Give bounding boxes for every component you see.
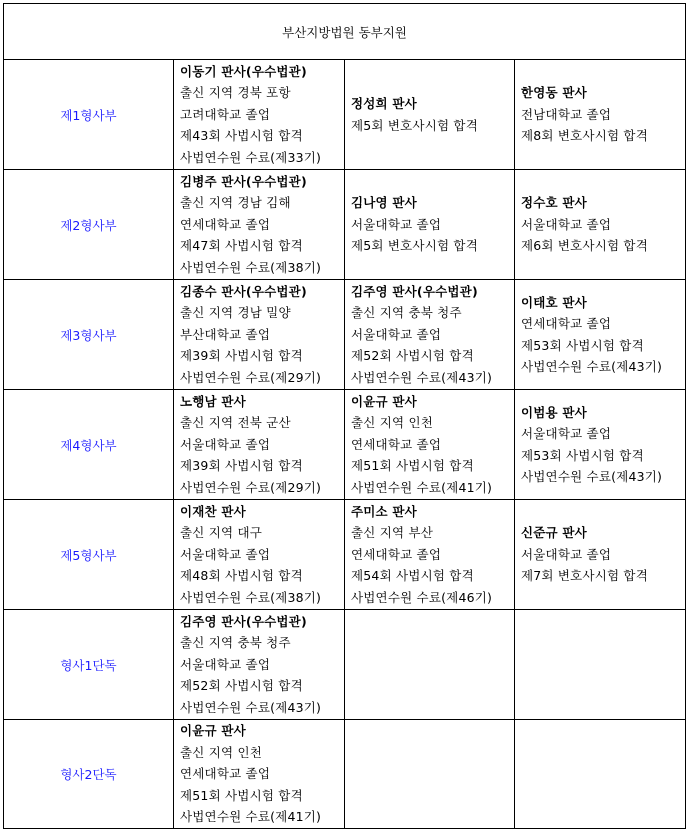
title-row: [4, 4, 686, 60]
empty-cell: [515, 720, 686, 829]
judge-name: 주미소 판사: [351, 503, 417, 519]
division-row: [4, 610, 686, 720]
judge-detail: 사법연수원 수료(제33기): [180, 149, 322, 165]
judge-detail: 제39회 사법시험 합격: [180, 458, 303, 474]
judge-detail: 고려대학교 졸업: [180, 106, 271, 122]
judge-detail: 출신 지역 전북 군산: [180, 415, 291, 431]
judge-cell: [515, 170, 686, 280]
judge-cell: [174, 500, 345, 610]
judge-detail: 출신 지역 충북 청주: [351, 305, 462, 321]
judge-cell: [515, 60, 686, 170]
judge-detail: 사법연수원 수료(제41기): [180, 809, 322, 824]
judge-cell: [515, 500, 686, 610]
judge-detail: 제54회 사법시험 합격: [351, 568, 474, 584]
judge-detail: 출신 지역 대구: [180, 525, 262, 541]
judge-detail: 서울대학교 졸업: [180, 656, 271, 672]
judge-cell: [174, 610, 345, 720]
judge-detail: 제8회 변호사시험 합격: [521, 128, 648, 144]
judge-name: 김주영 판사(우수법관): [180, 613, 307, 629]
division-row: [4, 170, 686, 280]
empty-cell: [515, 610, 686, 720]
court-judges-table: [3, 3, 686, 829]
judge-cell: [174, 170, 345, 280]
judge-name: 정성희 판사: [351, 96, 417, 111]
judge-detail: 연세대학교 졸업: [521, 316, 612, 331]
judge-detail: 제6회 변호사시험 합격: [521, 238, 648, 254]
judge-name: 이윤규 판사: [180, 723, 246, 738]
judge-cell: [174, 720, 345, 829]
judge-detail: 제5회 변호사시험 합격: [351, 238, 478, 254]
judge-detail: 제5회 변호사시험 합격: [351, 117, 478, 133]
judge-cell: [515, 390, 686, 500]
division-label: 제2형사부: [4, 170, 174, 280]
judge-name: 김주영 판사(우수법관): [351, 283, 478, 299]
judge-detail: 출신 지역 인천: [351, 415, 433, 431]
court-title: 부산지방법원 동부지원: [4, 4, 686, 60]
division-row: [4, 500, 686, 610]
judge-detail: 사법연수원 수료(제29기): [180, 369, 322, 385]
judge-detail: 출신 지역 부산: [351, 525, 433, 541]
judge-detail: 서울대학교 졸업: [351, 216, 442, 232]
judge-detail: 제47회 사법시험 합격: [180, 238, 303, 254]
judge-detail: 제51회 사법시험 합격: [180, 787, 303, 803]
empty-cell: [345, 610, 515, 720]
judge-detail: 연세대학교 졸업: [351, 546, 442, 562]
judge-detail: 부산대학교 졸업: [180, 326, 271, 342]
judge-detail: 출신 지역 경남 김해: [180, 195, 291, 211]
judge-detail: 출신 지역 경남 밀양: [180, 305, 291, 321]
judge-name: 김종수 판사(우수법관): [180, 283, 307, 299]
judge-cell: [345, 390, 515, 500]
division-label: 형사1단독: [4, 610, 174, 720]
judge-name: 이태호 판사: [521, 294, 587, 310]
judge-detail: 제53회 사법시험 합격: [521, 447, 644, 463]
judge-detail: 서울대학교 졸업: [180, 546, 271, 562]
judge-detail: 연세대학교 졸업: [351, 436, 442, 452]
judge-detail: 사법연수원 수료(제41기): [351, 479, 493, 495]
judge-detail: 사법연수원 수료(제38기): [180, 589, 322, 605]
judge-cell: [345, 280, 515, 390]
judge-detail: 제7회 변호사시험 합격: [521, 568, 648, 584]
judge-cell: [345, 60, 515, 170]
judge-detail: 사법연수원 수료(제46기): [351, 589, 493, 605]
judge-detail: 제43회 사법시험 합격: [180, 128, 303, 144]
division-label: 제5형사부: [4, 500, 174, 610]
judge-detail: 사법연수원 수료(제29기): [180, 479, 322, 495]
division-label: 형사2단독: [4, 720, 174, 829]
judge-name: 노행남 판사: [180, 393, 246, 409]
judge-detail: 사법연수원 수료(제43기): [351, 369, 493, 385]
judge-detail: 제52회 사법시험 합격: [180, 678, 303, 694]
judge-name: 이동기 판사(우수법관): [180, 63, 307, 79]
judge-name: 한영동 판사: [521, 85, 587, 101]
judge-cell: [174, 280, 345, 390]
judge-detail: 제52회 사법시험 합격: [351, 348, 474, 364]
judge-cell: [174, 390, 345, 500]
judge-cell: [345, 500, 515, 610]
judge-detail: 사법연수원 수료(제43기): [521, 469, 663, 484]
judge-cell: [345, 170, 515, 280]
judge-detail: 사법연수원 수료(제38기): [180, 259, 322, 275]
empty-cell: [345, 720, 515, 829]
judge-detail: 사법연수원 수료(제43기): [180, 699, 322, 715]
judge-detail: 서울대학교 졸업: [521, 546, 612, 562]
division-label: 제1형사부: [4, 60, 174, 170]
judge-detail: 서울대학교 졸업: [180, 436, 271, 452]
judge-detail: 제39회 사법시험 합격: [180, 348, 303, 364]
judge-detail: 출신 지역 경북 포항: [180, 85, 291, 101]
judge-name: 김나영 판사: [351, 195, 417, 211]
judge-detail: 서울대학교 졸업: [351, 326, 442, 342]
division-row: [4, 720, 686, 829]
judge-detail: 제53회 사법시험 합격: [521, 337, 644, 353]
judge-detail: 출신 지역 인천: [180, 744, 262, 760]
judge-name: 김병주 판사(우수법관): [180, 173, 307, 189]
division-label: 제3형사부: [4, 280, 174, 390]
judge-detail: 제51회 사법시험 합격: [351, 458, 474, 474]
judge-name: 신준규 판사: [521, 525, 587, 541]
judge-detail: 서울대학교 졸업: [521, 426, 612, 441]
division-row: [4, 280, 686, 390]
judge-detail: 출신 지역 충북 청주: [180, 635, 291, 651]
judge-cell: [515, 280, 686, 390]
judge-name: 이범용 판사: [521, 404, 587, 420]
judge-name: 정수호 판사: [521, 195, 587, 211]
judge-name: 이윤규 판사: [351, 393, 417, 409]
judge-detail: 연세대학교 졸업: [180, 766, 271, 781]
judge-cell: [174, 60, 345, 170]
judge-name: 이재찬 판사: [180, 503, 246, 519]
division-label: 제4형사부: [4, 390, 174, 500]
judge-detail: 사법연수원 수료(제43기): [521, 359, 663, 374]
judge-detail: 제48회 사법시험 합격: [180, 568, 303, 584]
division-row: [4, 390, 686, 500]
division-row: [4, 60, 686, 170]
judge-detail: 전남대학교 졸업: [521, 106, 612, 122]
judge-detail: 연세대학교 졸업: [180, 216, 271, 232]
judge-detail: 서울대학교 졸업: [521, 216, 612, 232]
